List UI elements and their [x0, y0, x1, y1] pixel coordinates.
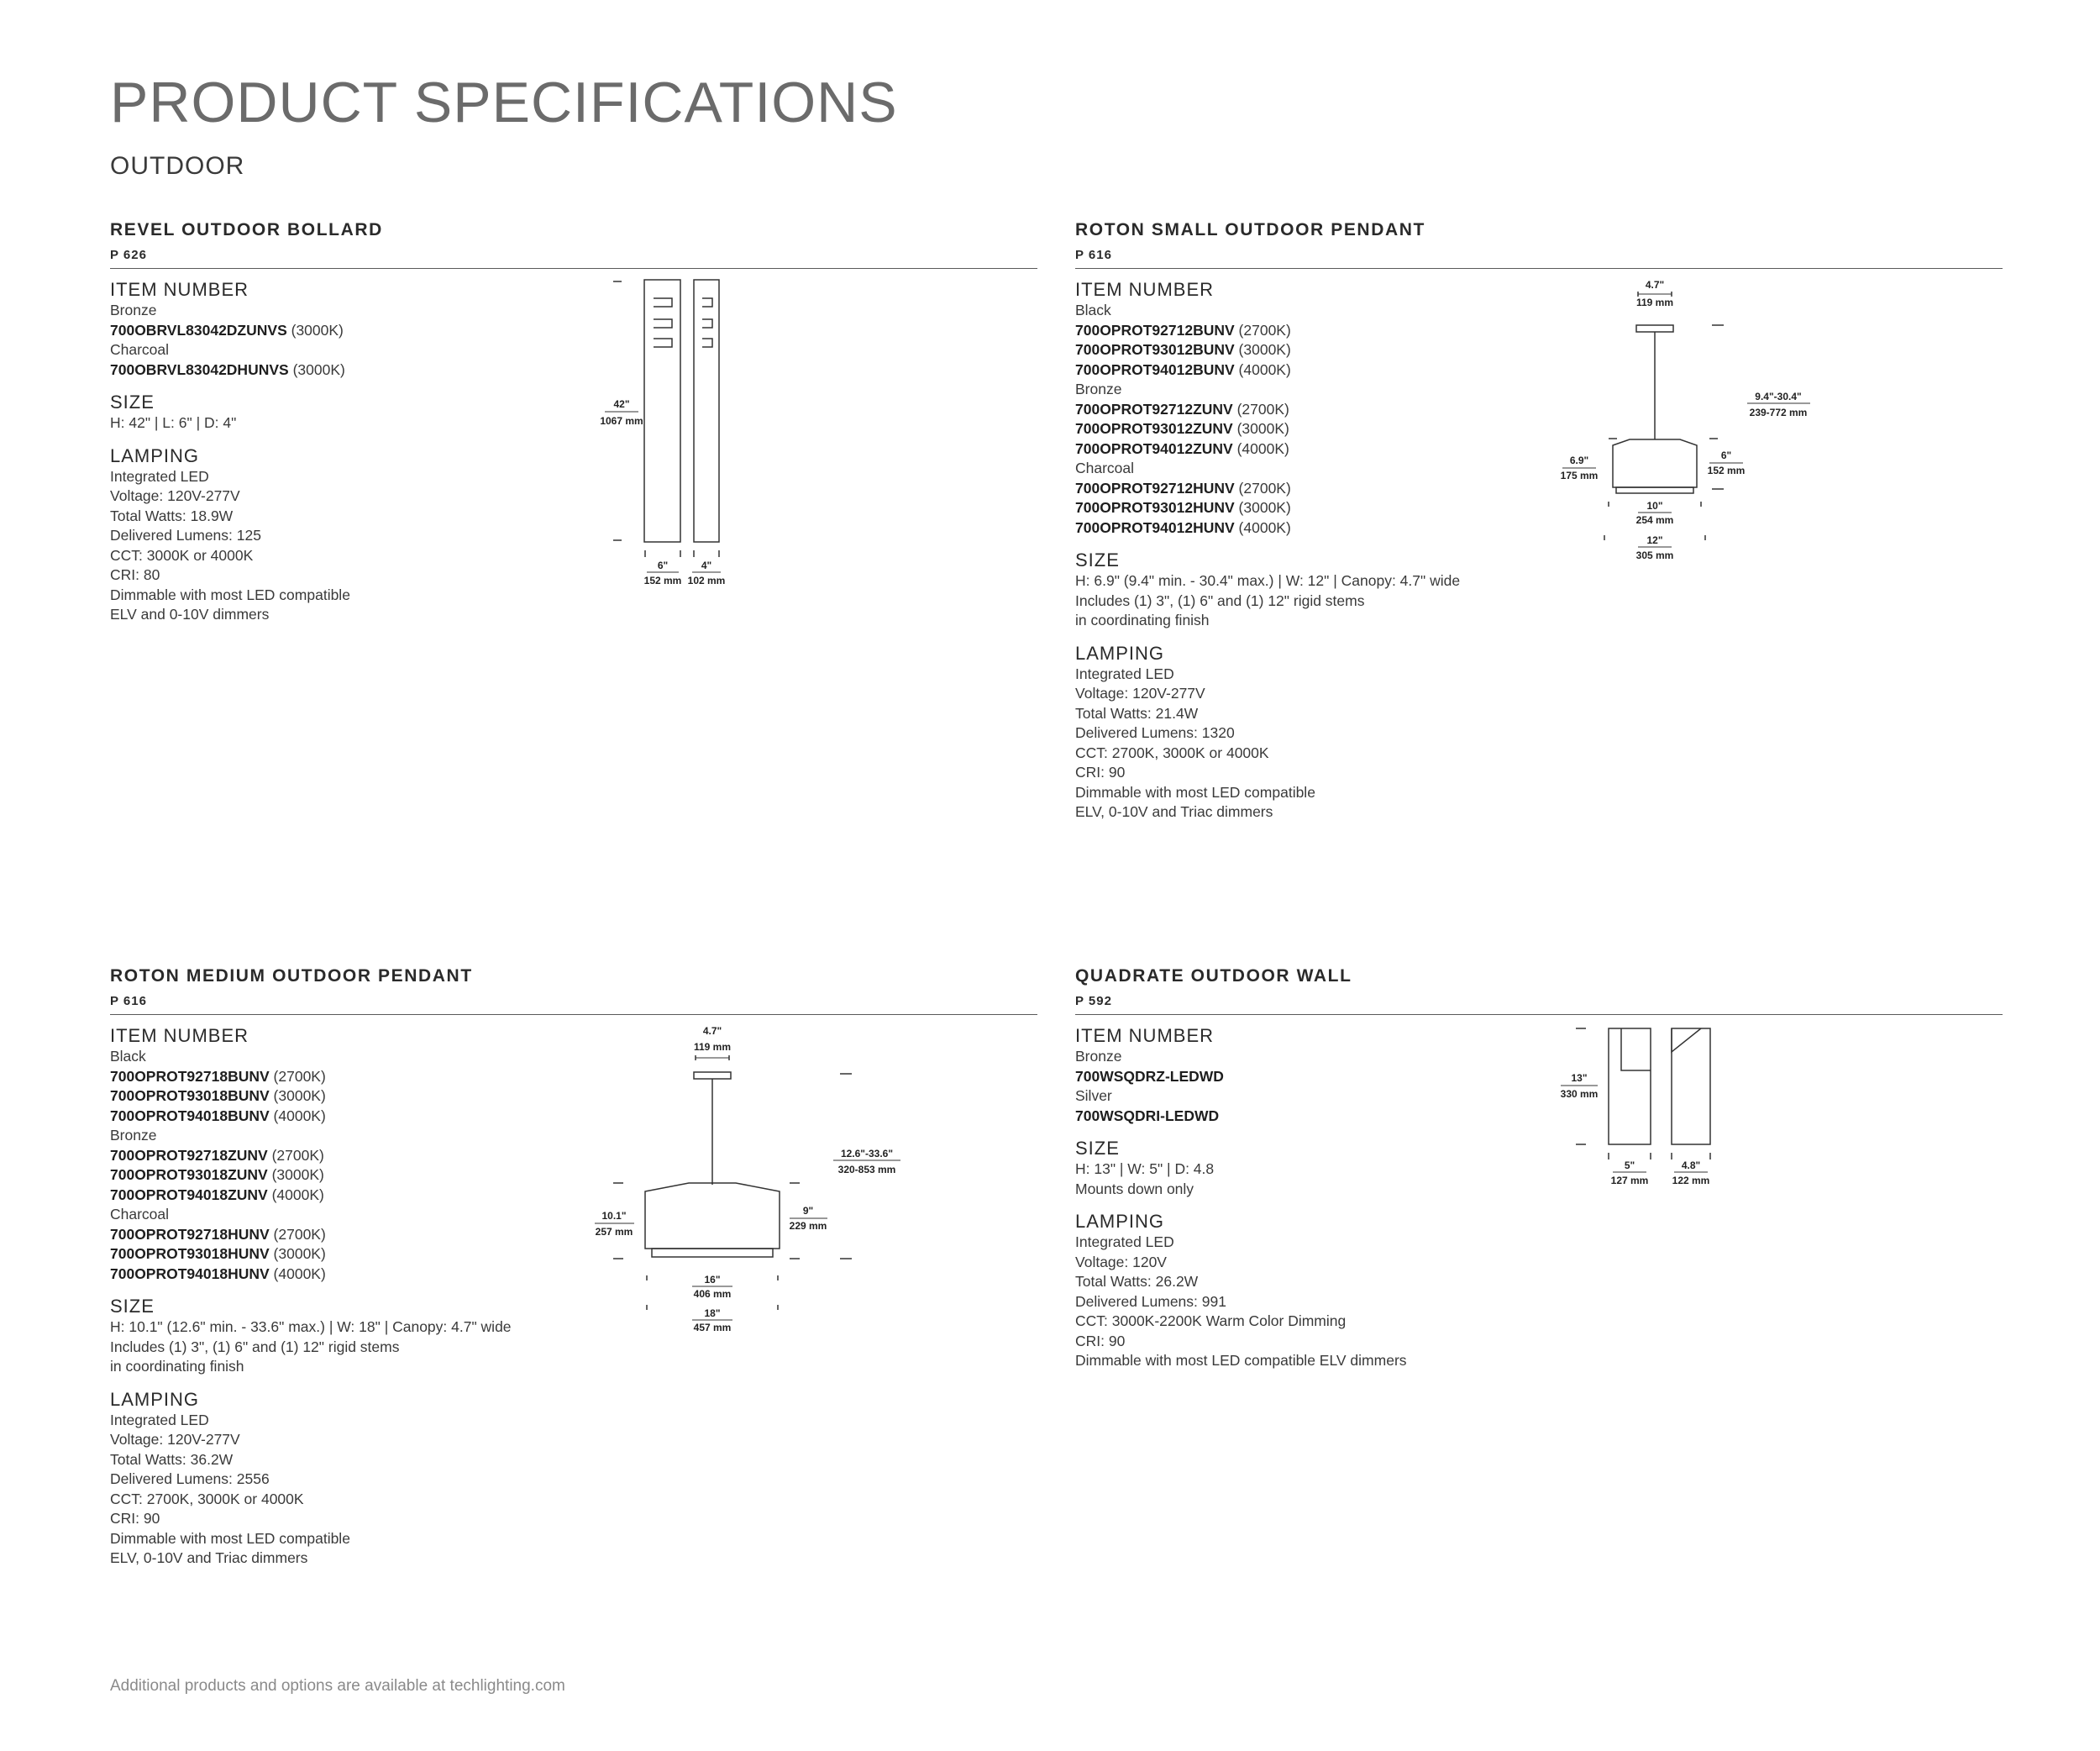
lamping-line: Voltage: 120V-277V — [110, 487, 240, 504]
item-cct: (4000K) — [273, 1107, 326, 1124]
dim-width-in: 6" — [657, 560, 669, 571]
item-cct: (3000K) — [273, 1087, 326, 1104]
dim-depth-mm: 102 mm — [687, 575, 726, 586]
lamping-line: Integrated LED — [110, 1411, 209, 1428]
item-cct: (3000K) — [1236, 420, 1289, 437]
product-info — [110, 279, 1037, 625]
product-name: QUADRATE OUTDOOR WALL — [1075, 966, 1352, 986]
quadrate-front-outline — [1609, 1028, 1651, 1144]
size-block — [110, 392, 1037, 434]
item-code: 700OPROT92712BUNV — [1075, 321, 1235, 339]
item-code-row — [1075, 360, 2003, 381]
lamping-line: ELV, 0-10V and Triac dimmers — [110, 1549, 308, 1566]
item-code: 700OPROT93018BUNV — [110, 1087, 270, 1104]
lamping-line: Total Watts: 21.4W — [1075, 704, 1199, 722]
lamping-line: Total Watts: 18.9W — [110, 507, 234, 524]
lamping-line: CRI: 80 — [110, 566, 160, 583]
item-cct: (4000K) — [273, 1265, 326, 1282]
dim-body-height-mm: 152 mm — [1707, 465, 1746, 476]
item-code-row — [1075, 479, 2003, 499]
revel-bollard-drawing — [588, 273, 756, 592]
product-name: ROTON SMALL OUTDOOR PENDANT — [1075, 220, 1425, 239]
product-info — [1075, 1025, 2003, 1371]
size-line: H: 13" | W: 5" | D: 4.8 — [1075, 1160, 1215, 1177]
dim-base-mm: 254 mm — [1635, 514, 1674, 526]
item-code: 700OPROT92712ZUNV — [1075, 400, 1233, 418]
finish-label: Bronze — [1075, 381, 1122, 397]
item-cct: (3000K) — [292, 360, 345, 378]
item-code-row — [1075, 321, 2003, 341]
dim-shade-height-mm: 175 mm — [1560, 470, 1599, 481]
item-code: 700OPROT94018HUNV — [110, 1265, 270, 1282]
item-number-heading: ITEM NUMBER — [1075, 1025, 1214, 1046]
dim-body-height-in: 6" — [1720, 450, 1732, 461]
item-cct: (3000K) — [1238, 341, 1291, 358]
lamping-line: Dimmable with most LED compatible — [1075, 783, 1315, 801]
lamping-line: Dimmable with most LED compatible — [110, 586, 350, 603]
lamping-block — [1075, 643, 2003, 823]
product-name: REVEL OUTDOOR BOLLARD — [110, 220, 383, 239]
dim-shade-height-in: 6.9" — [1569, 455, 1589, 466]
item-code-row — [1075, 1107, 2003, 1127]
dim-overall-mm: 239-772 mm — [1749, 407, 1808, 418]
item-code-row — [110, 360, 1037, 381]
dim-canopy-in: 4.7" — [702, 1025, 722, 1037]
dim-height-mm: 330 mm — [1560, 1088, 1599, 1100]
lamping-line: ELV and 0-10V dimmers — [110, 606, 270, 623]
dim-canopy-in: 4.7" — [1645, 279, 1665, 291]
lamping-line: Integrated LED — [110, 467, 209, 485]
size-line: H: 42" | L: 6" | D: 4" — [110, 414, 237, 431]
item-code-row — [1075, 439, 2003, 460]
lamping-line: Dimmable with most LED compatible ELV dimmers — [1075, 1352, 1407, 1369]
item-cct: (2700K) — [271, 1146, 324, 1164]
dim-overall-in: 9.4"-30.4" — [1755, 391, 1802, 402]
lamping-line: Integrated LED — [1075, 665, 1174, 682]
quadrate-wall-drawing — [1546, 1018, 1764, 1195]
finish-label: Bronze — [1075, 1048, 1122, 1065]
item-code: 700OPROT92718BUNV — [110, 1067, 270, 1085]
item-number-block — [1075, 279, 2003, 538]
size-line: Includes (1) 3", (1) 6" and (1) 12" rigid stems — [1075, 592, 1365, 609]
dim-width-in: 5" — [1624, 1159, 1635, 1171]
pendant-shade — [1613, 439, 1697, 487]
lamping-line: Delivered Lumens: 2556 — [110, 1470, 270, 1487]
dim-base-in: 16" — [704, 1274, 721, 1286]
section-divider — [110, 1014, 1037, 1015]
lamping-line: CCT: 2700K, 3000K or 4000K — [110, 1490, 304, 1507]
lamping-heading: LAMPING — [110, 1388, 200, 1410]
lamping-line: CRI: 90 — [1075, 1332, 1126, 1349]
dim-overall-mm: 320-853 mm — [837, 1164, 896, 1175]
size-line: H: 10.1" (12.6" min. - 33.6" max.) | W: 18" | Canopy: 4.7" wide — [110, 1318, 512, 1335]
section-divider — [110, 268, 1037, 269]
item-code: 700WSQDRI-LEDWD — [1075, 1107, 1220, 1124]
item-number-heading: ITEM NUMBER — [110, 1025, 249, 1046]
size-block — [1075, 549, 2003, 631]
item-cct: (3000K) — [271, 1166, 324, 1183]
size-block — [1075, 1138, 2003, 1199]
item-cct: (2700K) — [273, 1067, 326, 1085]
item-cct: (4000K) — [1238, 518, 1291, 536]
dim-width-mm: 305 mm — [1635, 549, 1674, 561]
section-divider — [1075, 1014, 2003, 1015]
lamping-block — [110, 445, 1037, 625]
item-code: 700OPROT92712HUNV — [1075, 479, 1235, 497]
roton-small-drawing — [1546, 273, 1848, 567]
item-cct: (2700K) — [1238, 321, 1291, 339]
item-code-row — [1075, 518, 2003, 539]
item-code: 700OPROT93012ZUNV — [1075, 420, 1233, 437]
quadrate-side-outline — [1672, 1028, 1710, 1144]
dim-height-mm: 1067 mm — [600, 415, 643, 427]
lamping-heading: LAMPING — [1075, 1211, 1165, 1232]
size-heading: SIZE — [110, 1296, 155, 1317]
lamping-line: Delivered Lumens: 1320 — [1075, 724, 1235, 741]
item-code: 700OPROT93018ZUNV — [110, 1166, 268, 1183]
size-heading: SIZE — [1075, 1138, 1120, 1159]
lamping-line: CCT: 3000K-2200K Warm Color Dimming — [1075, 1312, 1347, 1329]
item-code: 700OPROT93012HUNV — [1075, 499, 1235, 516]
item-cct: (2700K) — [1238, 479, 1291, 497]
size-heading: SIZE — [110, 392, 155, 413]
finish-label: Silver — [1075, 1087, 1112, 1104]
item-code-row — [1075, 400, 2003, 420]
pendant-shade — [645, 1183, 780, 1249]
page-title: PRODUCT SPECIFICATIONS — [110, 71, 898, 134]
dim-width-mm: 152 mm — [643, 575, 682, 586]
lamping-line: Total Watts: 36.2W — [110, 1450, 234, 1468]
canopy-shape — [694, 1072, 731, 1079]
item-cct: (2700K) — [273, 1225, 326, 1243]
lamping-line: Total Watts: 26.2W — [1075, 1273, 1199, 1290]
lamping-line: Delivered Lumens: 125 — [110, 527, 261, 544]
finish-label: Charcoal — [110, 341, 170, 358]
item-code: 700OPROT94018ZUNV — [110, 1186, 268, 1203]
page-subtitle: OUTDOOR — [110, 152, 245, 180]
lamping-block — [110, 1389, 1037, 1569]
dim-height-in: 13" — [1571, 1072, 1588, 1084]
item-code-row — [110, 321, 1037, 341]
item-code: 700OBRVL83042DHUNVS — [110, 360, 289, 378]
dim-width-mm: 457 mm — [693, 1322, 732, 1333]
section-quadrate-wall — [1075, 967, 2003, 1371]
section-divider — [1075, 268, 2003, 269]
lamping-line: ELV, 0-10V and Triac dimmers — [1075, 803, 1273, 820]
lamping-line: Dimmable with most LED compatible — [110, 1529, 350, 1547]
item-code-row — [1075, 1067, 2003, 1087]
dim-overall-in: 12.6"-33.6" — [840, 1148, 894, 1159]
lamping-line: Voltage: 120V — [1075, 1253, 1167, 1270]
item-code: 700OPROT92718HUNV — [110, 1225, 270, 1243]
item-code: 700OPROT94012ZUNV — [1075, 439, 1233, 457]
dim-width-in: 18" — [704, 1307, 721, 1319]
finish-label: Charcoal — [110, 1206, 170, 1223]
size-heading: SIZE — [1075, 549, 1120, 571]
finish-label: Black — [110, 1048, 146, 1065]
size-line: Mounts down only — [1075, 1180, 1194, 1197]
dim-base-in: 10" — [1646, 500, 1663, 512]
section-roton-small-pendant — [1075, 221, 2003, 823]
lamping-line: Voltage: 120V-277V — [1075, 685, 1205, 702]
lamping-line: CCT: 3000K or 4000K — [110, 546, 254, 564]
dim-body-height-in: 9" — [802, 1205, 814, 1217]
lamping-heading: LAMPING — [110, 444, 200, 466]
dim-canopy-mm: 119 mm — [1635, 297, 1674, 308]
finish-label: Charcoal — [1075, 460, 1135, 476]
dim-depth-mm: 122 mm — [1672, 1175, 1710, 1186]
item-code: 700OPROT93012BUNV — [1075, 341, 1235, 358]
size-line: in coordinating finish — [1075, 612, 1210, 628]
item-code: 700OBRVL83042DZUNVS — [110, 321, 287, 339]
item-code: 700OPROT94018BUNV — [110, 1107, 270, 1124]
lamping-line: Delivered Lumens: 991 — [1075, 1292, 1226, 1310]
item-cct: (4000K) — [271, 1186, 324, 1203]
finish-label: Black — [1075, 302, 1111, 318]
item-number-heading: ITEM NUMBER — [110, 279, 249, 300]
size-line: H: 6.9" (9.4" min. - 30.4" max.) | W: 12" | Canopy: 4.7" wide — [1075, 572, 1461, 589]
item-code: 700OPROT94012BUNV — [1075, 360, 1235, 378]
section-revel-bollard — [110, 221, 1037, 625]
quadrate-front-cutout — [1621, 1028, 1651, 1070]
size-line: Includes (1) 3", (1) 6" and (1) 12" rigid stems — [110, 1338, 400, 1355]
item-number-heading: ITEM NUMBER — [1075, 279, 1214, 300]
item-cct: (4000K) — [1238, 360, 1291, 378]
lamping-line: Integrated LED — [1075, 1233, 1174, 1250]
product-page-ref: P 616 — [110, 994, 147, 1008]
bollard-side-slots — [702, 298, 712, 347]
dim-depth-in: 4.8" — [1681, 1159, 1701, 1171]
dim-width-in: 12" — [1646, 534, 1663, 546]
lamping-line: Voltage: 120V-277V — [110, 1431, 240, 1448]
dim-body-height-mm: 229 mm — [789, 1220, 827, 1232]
finish-label: Bronze — [110, 1127, 157, 1144]
lamping-line: CRI: 90 — [110, 1510, 160, 1527]
finish-label: Bronze — [110, 302, 157, 318]
lamping-line: CCT: 2700K, 3000K or 4000K — [1075, 744, 1269, 761]
dim-canopy-mm: 119 mm — [693, 1041, 732, 1053]
item-code: 700OPROT93018HUNV — [110, 1245, 270, 1262]
product-name: ROTON MEDIUM OUTDOOR PENDANT — [110, 966, 473, 986]
product-page-ref: P 592 — [1075, 994, 1112, 1008]
dim-shade-height-in: 10.1" — [601, 1210, 627, 1222]
product-info — [1075, 279, 2003, 823]
canopy-shape — [1636, 325, 1673, 332]
product-page-ref: P 626 — [110, 248, 147, 262]
dim-width-mm: 127 mm — [1610, 1175, 1649, 1186]
item-number-block — [110, 279, 1037, 380]
roton-medium-drawing — [588, 1023, 924, 1334]
item-cct: (4000K) — [1236, 439, 1289, 457]
bollard-front-slots — [654, 298, 672, 347]
dim-base-mm: 406 mm — [693, 1288, 732, 1300]
footer-note: Additional products and options are available at techlighting.com — [110, 1677, 565, 1695]
item-cct: (3000K) — [291, 321, 344, 339]
item-code-row — [1075, 340, 2003, 360]
item-cct: (3000K) — [1238, 499, 1291, 516]
lamping-heading: LAMPING — [1075, 642, 1165, 664]
item-code: 700WSQDRZ-LEDWD — [1075, 1067, 1224, 1085]
lamping-line: CRI: 90 — [1075, 764, 1126, 781]
size-line: in coordinating finish — [110, 1358, 244, 1375]
item-code-row — [1075, 498, 2003, 518]
dim-depth-in: 4" — [701, 560, 712, 571]
lamping-block — [1075, 1211, 2003, 1371]
item-code: 700OPROT92718ZUNV — [110, 1146, 268, 1164]
item-code: 700OPROT94012HUNV — [1075, 518, 1235, 536]
dim-shade-height-mm: 257 mm — [595, 1226, 633, 1238]
item-cct: (2700K) — [1236, 400, 1289, 418]
item-number-block — [1075, 1025, 2003, 1126]
item-cct: (3000K) — [273, 1245, 326, 1262]
dim-height-in: 42" — [613, 398, 630, 410]
item-code-row — [1075, 419, 2003, 439]
product-page-ref: P 616 — [1075, 248, 1112, 262]
